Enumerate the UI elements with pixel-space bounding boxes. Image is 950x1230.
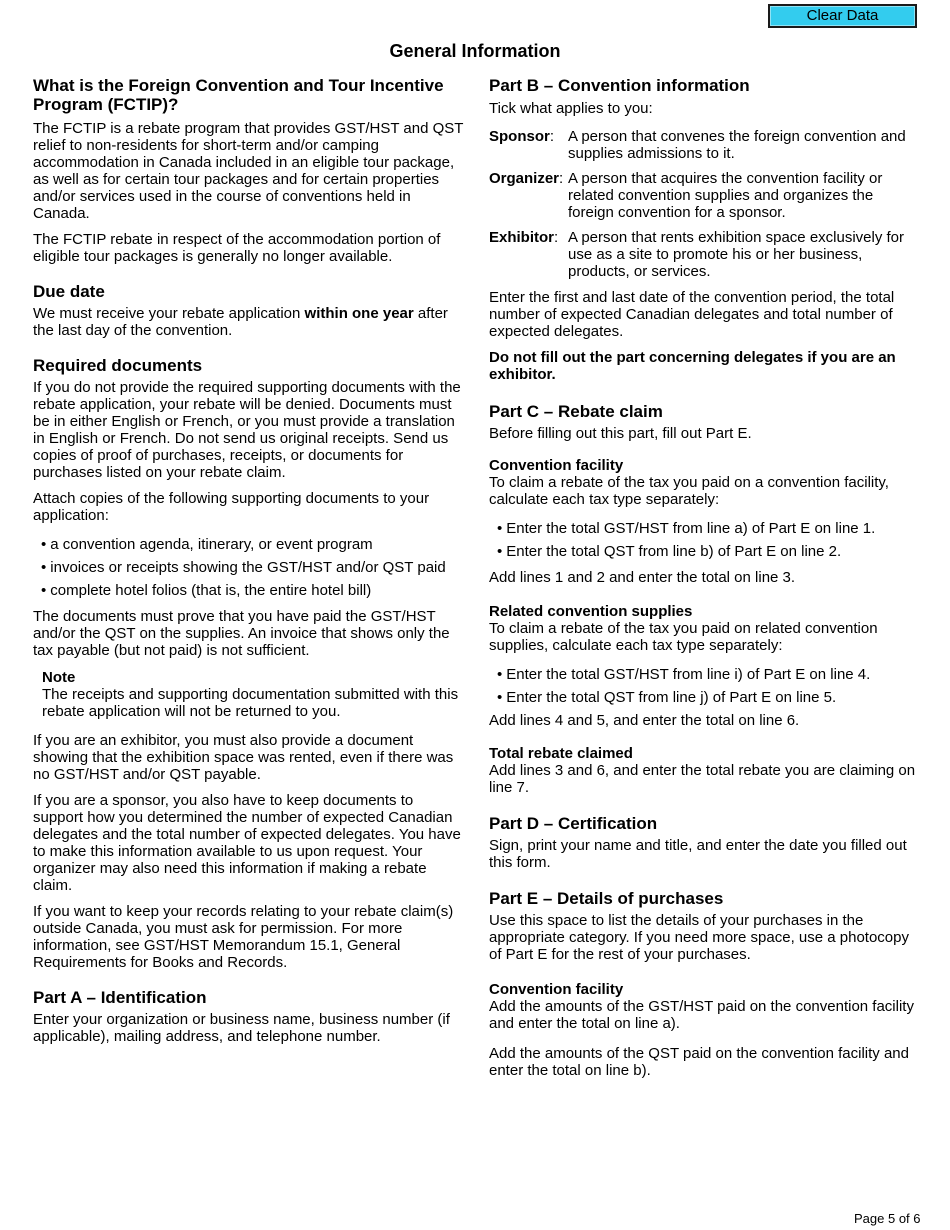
fctip-paragraph-2: The FCTIP rebate in respect of the accommodation portion of eligible tour packages is generally no longer available. xyxy=(33,231,441,265)
related-supplies-heading: Related convention supplies xyxy=(489,603,693,620)
due-date-emphasis: within one year xyxy=(304,305,414,322)
part-c-intro: Before filling out this part, fill out Part E. xyxy=(489,425,752,442)
part-a-text: Enter your organization or business name, business number (if applicable), mailing address, and telephone number. xyxy=(33,1011,450,1045)
left-column xyxy=(33,76,465,1054)
part-e-convention-facility-text-2: Add the amounts of the QST paid on the convention facility and enter the total on line b). xyxy=(489,1045,909,1079)
list-item: • Enter the total QST from line b) of Part E on line 2. xyxy=(497,543,919,560)
note-box xyxy=(33,669,465,720)
definition-exhibitor xyxy=(489,229,919,280)
due-date-heading: Due date xyxy=(33,282,105,301)
page-number: Page 5 of 6 xyxy=(854,1211,921,1226)
total-rebate-text: Add lines 3 and 6, and enter the total rebate you are claiming on line 7. xyxy=(489,762,916,796)
part-d-heading: Part D – Certification xyxy=(489,814,658,833)
definition-sponsor xyxy=(489,128,919,162)
right-column xyxy=(489,76,919,1088)
records-outside-canada: If you want to keep your records relating to your rebate claim(s) outside Canada, you must ask for permission. For more information, see GST/HST Memorandum 15.1, General Requirements for Books and Records. xyxy=(33,903,454,971)
due-date-text-end: after the last day of the convention. xyxy=(33,305,448,339)
fctip-heading: What is the Foreign Convention and Tour Incentive Program (FCTIP)? xyxy=(33,76,444,114)
list-item: • invoices or receipts showing the GST/HST and/or QST paid xyxy=(41,559,465,576)
part-b-paragraph-2: Enter the first and last date of the convention period, the total number of expected Canadian delegates and total number of expected delegates. xyxy=(489,289,895,340)
convention-facility-list xyxy=(489,520,919,560)
related-supplies-text: To claim a rebate of the tax you paid on related convention supplies, calculate each tax type separately: xyxy=(489,620,878,654)
total-rebate-heading: Total rebate claimed xyxy=(489,745,633,762)
required-documents-paragraph-2: Attach copies of the following supporting documents to your application: xyxy=(33,490,430,524)
due-date-text xyxy=(33,305,465,339)
part-e-convention-facility-text-1: Add the amounts of the GST/HST paid on the convention facility and enter the total on line a). xyxy=(489,998,914,1032)
supporting-documents-list xyxy=(33,536,465,599)
page-title: General Information xyxy=(389,41,561,61)
part-a-heading: Part A – Identification xyxy=(33,988,207,1007)
related-supplies-list xyxy=(489,666,919,706)
note-heading: Note xyxy=(42,669,76,686)
list-item: • Enter the total QST from line j) of Part E on line 5. xyxy=(497,689,919,706)
convention-facility-heading: Convention facility xyxy=(489,457,624,474)
part-d-text: Sign, print your name and title, and enter the date you filled out this form. xyxy=(489,837,907,871)
required-documents-paragraph-3: The documents must prove that you have paid the GST/HST and/or the QST on the supplies. An invoice that shows only the tax payable (but not paid) is not sufficient. xyxy=(33,608,450,659)
definition-term: Exhibitor: xyxy=(489,229,559,246)
part-b-heading: Part B – Convention information xyxy=(489,76,750,95)
definition-text: A person that acquires the convention facility or related convention supplies and organizes the foreign convention for a sponsor. xyxy=(568,170,883,221)
sponsor-requirement: If you are a sponsor, you also have to keep documents to support how you determined the number of expected Canadian delegates and the total number of expected delegates. You have to make this information available to us upon request. Your organizer may also need this information if making a rebate claim. xyxy=(33,792,461,894)
list-item: • a convention agenda, itinerary, or event program xyxy=(41,536,465,553)
list-item: • Enter the total GST/HST from line i) of Part E on line 4. xyxy=(497,666,919,683)
note-text: The receipts and supporting documentation submitted with this rebate application will not be returned to you. xyxy=(42,686,459,720)
convention-facility-text: To claim a rebate of the tax you paid on a convention facility, calculate each tax type separately: xyxy=(489,474,889,508)
list-item: • Enter the total GST/HST from line a) of Part E on line 1. xyxy=(497,520,919,537)
definition-text: A person that convenes the foreign convention and supplies admissions to it. xyxy=(568,128,906,162)
term-label: Exhibitor xyxy=(489,229,555,246)
convention-facility-total: Add lines 1 and 2 and enter the total on line 3. xyxy=(489,569,796,586)
definition-term: Organizer: xyxy=(489,170,564,187)
clear-data-button[interactable]: Clear Data xyxy=(768,4,917,28)
list-item: • complete hotel folios (that is, the entire hotel bill) xyxy=(41,582,465,599)
term-label: Organizer xyxy=(489,170,560,187)
fctip-paragraph-1: The FCTIP is a rebate program that provides GST/HST and QST relief to non-residents for short-term and/or camping accommodation in Canada included in an eligible tour package, as well as for certain tour packages and for certain properties and/or services used in the course of conventions held in Canada. xyxy=(33,120,464,222)
definition-text: A person that rents exhibition space exclusively for use as a site to promote his or her business, products, or services. xyxy=(568,229,905,280)
required-documents-heading: Required documents xyxy=(33,356,203,375)
due-date-text-start: We must receive your rebate application xyxy=(33,305,305,322)
part-e-convention-facility-heading: Convention facility xyxy=(489,981,624,998)
term-label: Sponsor xyxy=(489,128,550,145)
part-e-heading: Part E – Details of purchases xyxy=(489,889,724,908)
related-supplies-total: Add lines 4 and 5, and enter the total on line 6. xyxy=(489,712,800,729)
part-c-heading: Part C – Rebate claim xyxy=(489,402,663,421)
definition-organizer xyxy=(489,170,919,221)
part-e-text: Use this space to list the details of your purchases in the appropriate category. If you need more space, use a photocopy of Part E for the rest of your purchases. xyxy=(489,912,909,963)
part-b-exhibitor-warning: Do not fill out the part concerning delegates if you are an exhibitor. xyxy=(489,349,896,383)
exhibitor-requirement: If you are an exhibitor, you must also provide a document showing that the exhibition space was rented, even if there was no GST/HST and/or QST payable. xyxy=(33,732,454,783)
required-documents-paragraph-1: If you do not provide the required supporting documents with the rebate application, your rebate will be denied. Documents must be in either English or French, or you must provide a translation in English or French. Do not send us original receipts. Send us copies of proof of purchases, receipts, or documents for purchases listed on your rebate claim. xyxy=(33,379,461,481)
part-b-intro: Tick what applies to you: xyxy=(489,100,653,117)
definition-term: Sponsor: xyxy=(489,128,555,145)
